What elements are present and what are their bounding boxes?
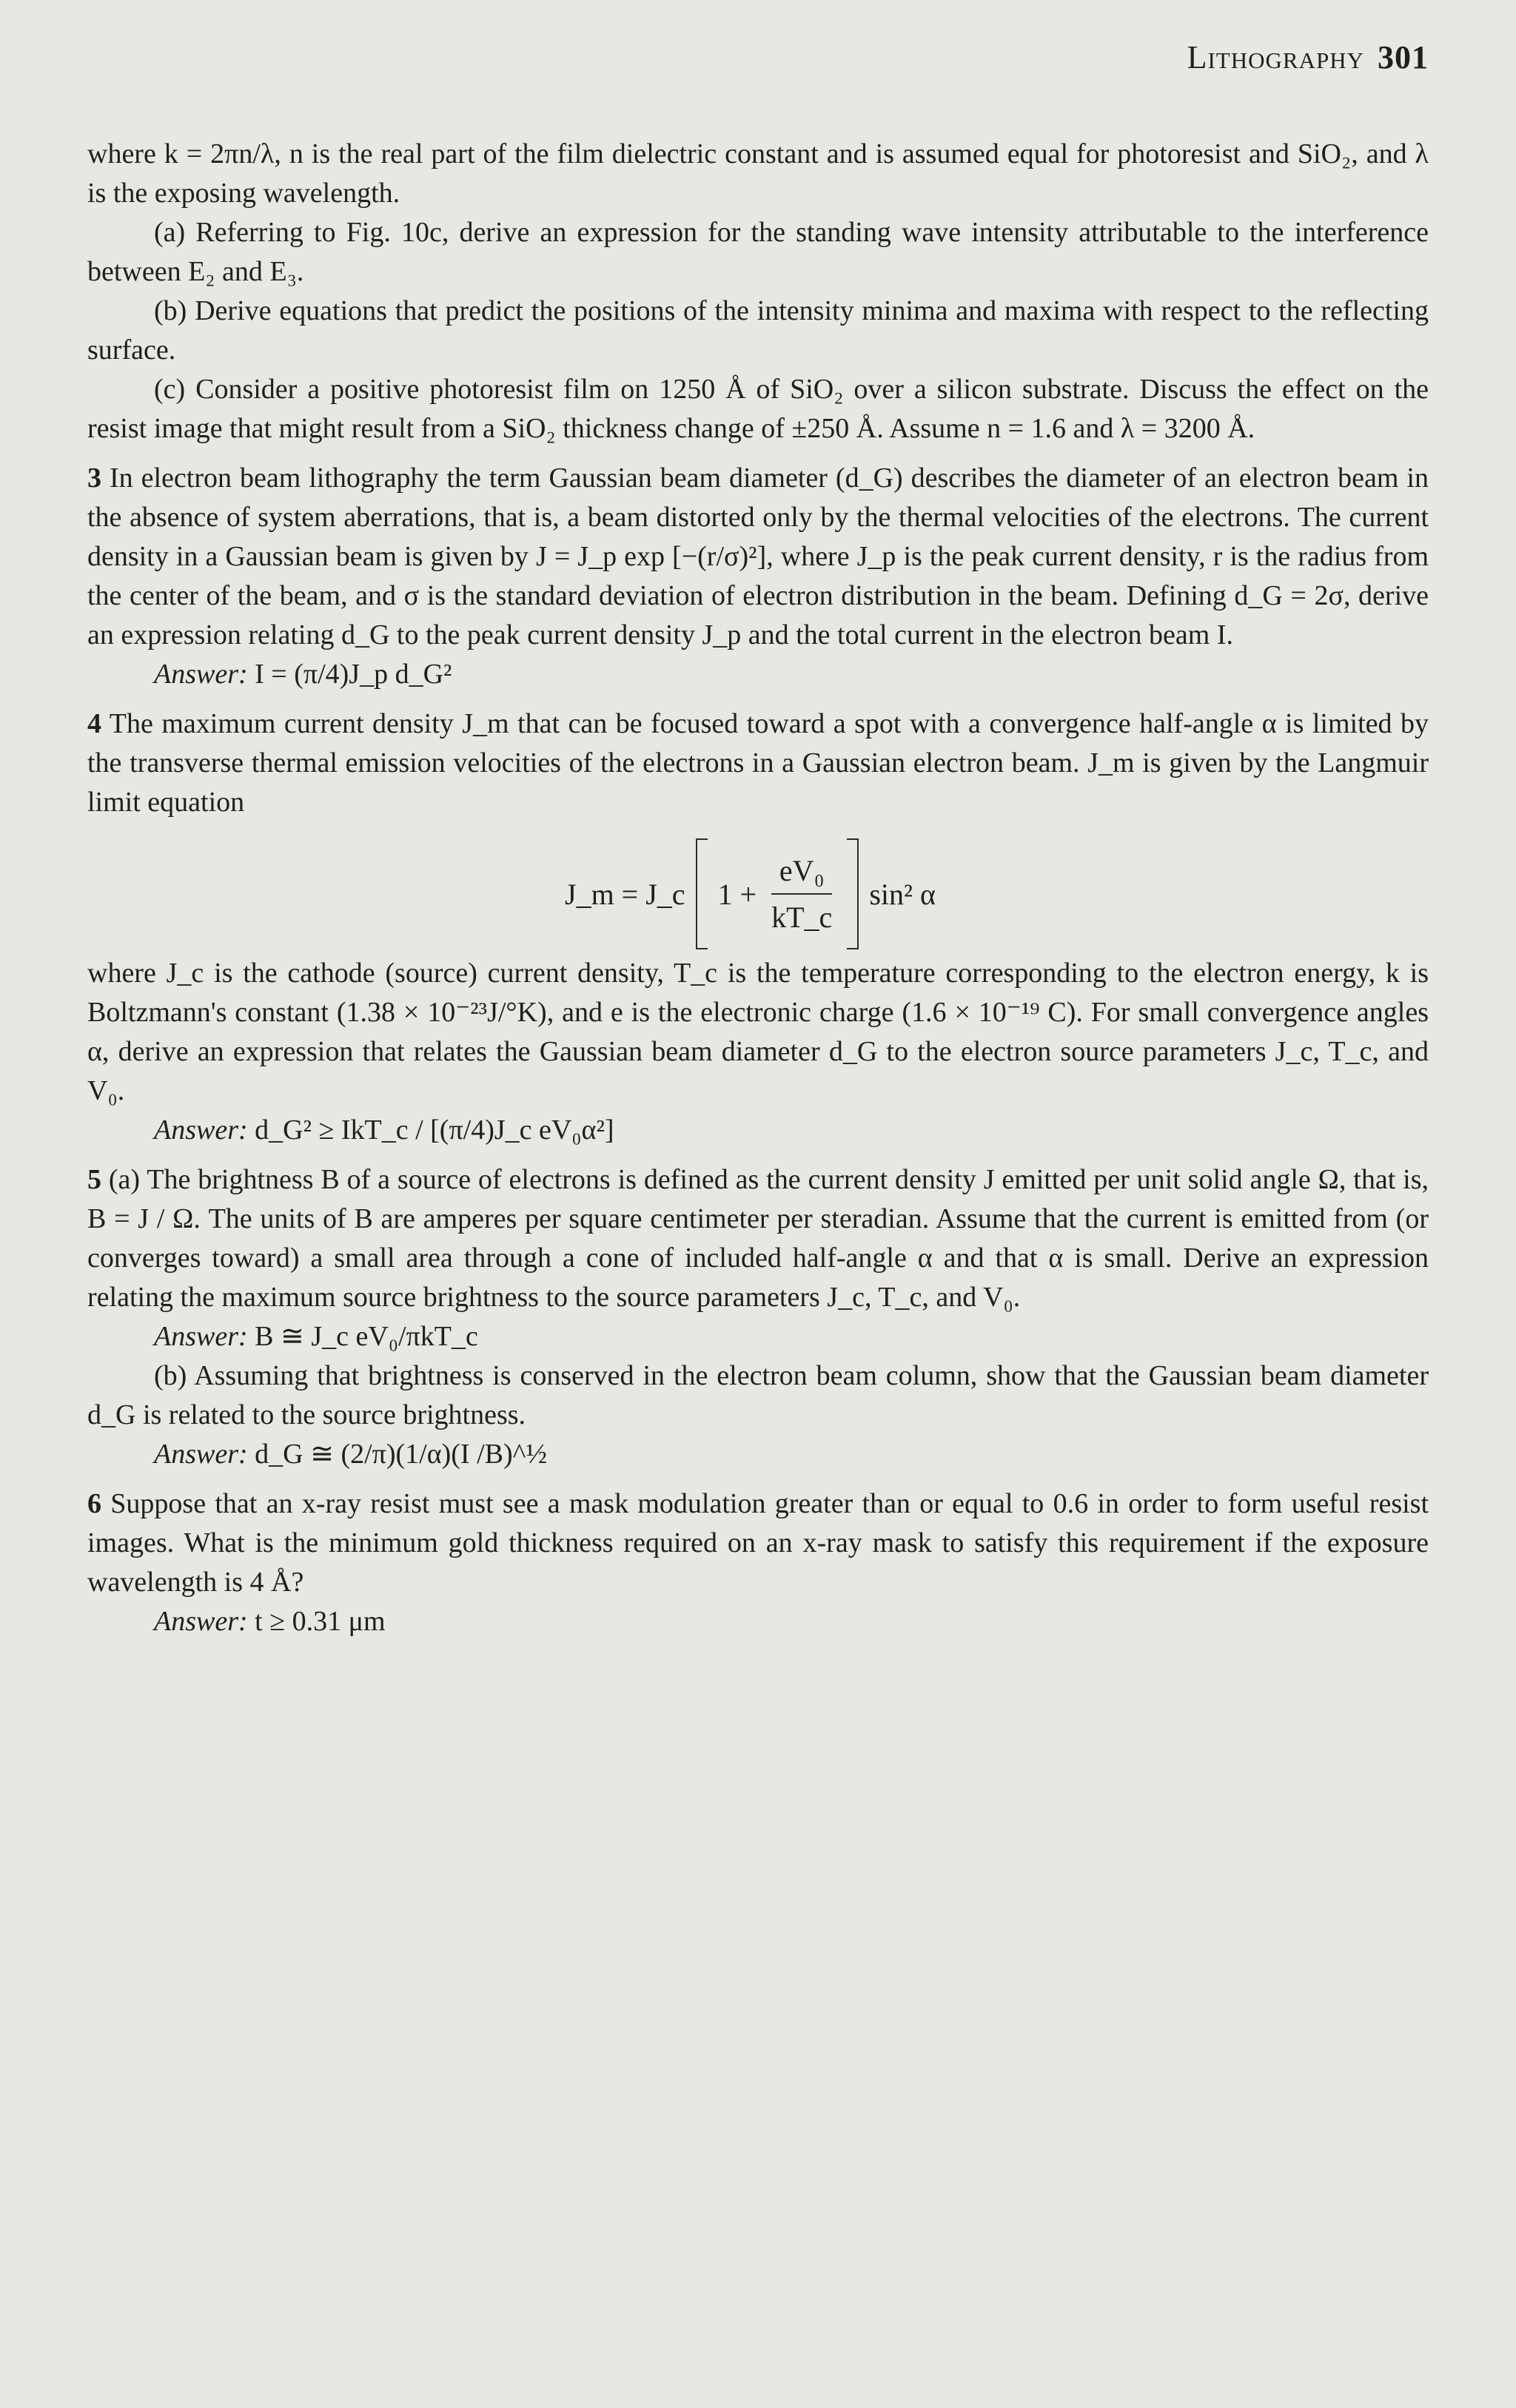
equation-fraction	[767, 851, 836, 937]
page-number: 301	[1378, 39, 1429, 75]
problem-6-text: Suppose that an x-ray resist must see a mask modulation greater than or equal to 0.6 in order to form useful resist images. What is the minimum gold thickness required on an x-ray mask to satisfy this requirement if the exposure wavelength is 4 Å?	[87, 1488, 1429, 1598]
problem-5a	[87, 1160, 1429, 1317]
running-head: Lithography	[1187, 39, 1364, 75]
answer-label: Answer:	[154, 1606, 248, 1637]
left-bracket	[696, 838, 708, 949]
answer-label: Answer:	[154, 1439, 248, 1470]
page-body	[87, 135, 1429, 1641]
problem-3-number: 3	[87, 463, 101, 494]
right-bracket	[847, 838, 859, 949]
problem-3-text: In electron beam lithography the term Gaussian beam diameter (d_G) describes the diameter of an electron beam in the absence of system aberrations, that is, a beam distorted only by the thermal velocities of the electrons. The current density in a Gaussian beam is given by J = J_p exp [−(r/σ)²], where J_p is the peak current density, r is the radius from the center of the beam, and σ is the standard deviation of electron distribution in the beam. Defining d_G = 2σ, derive an expression relating d_G to the peak current density J_p and the total current in the electron beam I.	[87, 463, 1429, 650]
answer-label: Answer:	[154, 659, 248, 690]
problem-6	[87, 1484, 1429, 1602]
fraction-denominator: kT_c	[771, 901, 833, 934]
answer-label: Answer:	[154, 1114, 248, 1146]
equation-lhs: J_m = J_c	[565, 877, 685, 911]
answer-label: Answer:	[154, 1321, 248, 1352]
problem-6-answer	[87, 1602, 1429, 1641]
answer-value: t ≥ 0.31 μm	[255, 1606, 386, 1637]
answer-value: I = (π/4)J_p d_G²	[255, 659, 452, 690]
problem-5b-answer	[87, 1435, 1429, 1474]
problem-4-continued: where J_c is the cathode (source) current density, T_c is the temperature corresponding to the electron energy, k is Boltzmann's constant (1.38 × 10⁻²³J/°K), and e is the electronic charge (1.6 × 10⁻¹⁹ C). For small convergence angles α, derive an expression that relates the Gaussian beam diameter d_G to the electron source parameters J_c, T_c, and V₀.	[87, 958, 1429, 1106]
paragraph-intro: where k = 2πn/λ, n is the real part of the film dielectric constant and is assumed equal for photoresist and SiO₂, and λ is the exposing wavelength.	[87, 138, 1429, 209]
langmuir-equation	[87, 822, 1429, 954]
equation-one-plus: 1 +	[717, 877, 757, 911]
problem-5-number: 5	[87, 1164, 101, 1195]
problem-2b: (b) Derive equations that predict the positions of the intensity minima and maxima with respect to the reflecting surface.	[87, 295, 1429, 366]
answer-value: d_G ≅ (2/π)(1/α)(I /B)^½	[255, 1439, 547, 1470]
problem-5b: (b) Assuming that brightness is conserved in the electron beam column, show that the Gaussian beam diameter d_G is related to the source brightness.	[87, 1360, 1429, 1430]
page-header	[1187, 38, 1429, 76]
problem-6-number: 6	[87, 1488, 101, 1519]
problem-2c: (c) Consider a positive photoresist film on 1250 Å of SiO₂ over a silicon substrate. Discuss the effect on the resist image that might result from a SiO₂ thickness change of ±250 Å. Assume n = 1.6 and λ = 3200 Å.	[87, 374, 1429, 444]
problem-2a: (a) Referring to Fig. 10c, derive an expression for the standing wave intensity attributable to the interference between E₂ and E₃.	[87, 217, 1429, 287]
problem-3-answer	[87, 655, 1429, 694]
problem-4	[87, 704, 1429, 822]
problem-5a-answer	[87, 1317, 1429, 1356]
equation-rhs: sin² α	[869, 877, 936, 911]
problem-4-number: 4	[87, 708, 101, 739]
fraction-numerator: eV₀	[779, 854, 825, 887]
problem-4-answer	[87, 1111, 1429, 1150]
problem-5a-text: (a) The brightness B of a source of electrons is defined as the current density J emitted per unit solid angle Ω, that is, B = J / Ω. The units of B are amperes per square centimeter per steradian. Assume that the current is emitted from (or converges toward) a small area through a cone of included half-angle α and that α is small. Derive an expression relating the maximum source brightness to the source parameters J_c, T_c, and V₀.	[87, 1164, 1429, 1313]
problem-3	[87, 459, 1429, 655]
answer-value: B ≅ J_c eV₀/πkT_c	[255, 1321, 478, 1352]
answer-value: d_G² ≥ IkT_c / [(π/4)J_c eV₀α²]	[255, 1114, 614, 1146]
problem-4-text: The maximum current density J_m that can be focused toward a spot with a convergence half-angle α is limited by the transverse thermal emission velocities of the electrons in a Gaussian electron beam. J_m is given by the Langmuir limit equation	[87, 708, 1429, 818]
